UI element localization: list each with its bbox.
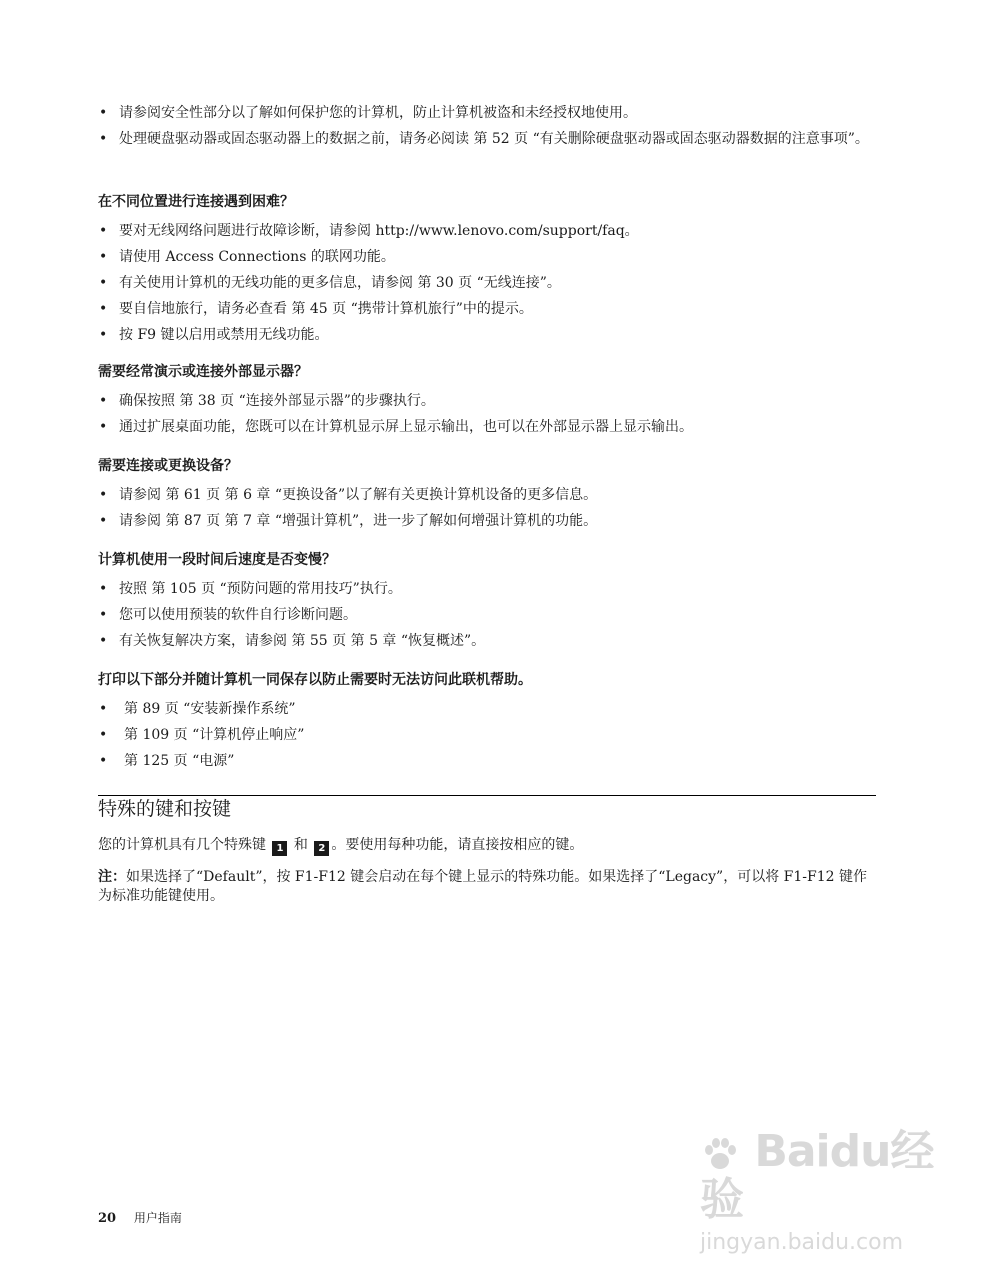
section-heading: 在不同位置进行连接遇到困难？ bbox=[98, 194, 294, 210]
section-title: 特殊的键和按键 bbox=[98, 798, 232, 820]
baidu-watermark bbox=[700, 1126, 940, 1255]
special-keys-intro: 您的计算机具有几个特殊键 1 和 2 。要使用每种功能，请直接按相应的键。 bbox=[98, 837, 584, 854]
page-footer bbox=[98, 1210, 182, 1227]
watermark-url: jingyan.baidu.com bbox=[700, 1230, 904, 1255]
list-item: • 您可以使用预装的软件自行诊断问题。 bbox=[98, 606, 876, 625]
list-item: • 有关使用计算机的无线功能的更多信息，请参阅 第 30 页 “无线连接”。 bbox=[98, 274, 876, 293]
key-callout-2: 2 bbox=[314, 841, 329, 856]
list-item: • 请使用 Access Connections 的联网功能。 bbox=[98, 248, 876, 267]
note-paragraph bbox=[98, 868, 876, 906]
list-item: • 第 109 页 “计算机停止响应” bbox=[98, 726, 876, 745]
note-text: 如果选择了“Default”，按 F1-F12 键会启动在每个键上显示的特殊功能。如果选择了“Legacy”，可以将 F1-F12 键作为标准功能键使用。 bbox=[98, 869, 867, 904]
section-heading: 打印以下部分并随计算机一同保存以防止需要时无法访问此联机帮助。 bbox=[98, 672, 532, 688]
page-number: 20 bbox=[98, 1211, 117, 1226]
note-label: 注： bbox=[98, 869, 126, 885]
watermark-logo: Baidu经验 bbox=[700, 1126, 934, 1225]
list-item: • 按照 第 105 页 “预防问题的常用技巧”执行。 bbox=[98, 580, 876, 599]
section-heading: 需要经常演示或连接外部显示器？ bbox=[98, 364, 308, 380]
list-item: • 通过扩展桌面功能，您既可以在计算机显示屏上显示输出，也可以在外部显示器上显示输出。 bbox=[98, 418, 876, 437]
list-item: • 要对无线网络问题进行故障诊断，请参阅 http://www.lenovo.com/support/faq。 bbox=[98, 222, 876, 241]
list-item: • 请参阅安全性部分以了解如何保护您的计算机，防止计算机被盗和未经授权地使用。 bbox=[98, 104, 876, 123]
section-speed bbox=[98, 551, 876, 658]
section-heading: 需要连接或更换设备？ bbox=[98, 458, 238, 474]
list-item: • 第 125 页 “电源” bbox=[98, 752, 876, 771]
list-item: • 处理硬盘驱动器或固态驱动器上的数据之前，请务必阅读 第 52 页 “有关删除硬盘驱动器或固态驱动器数据的注意事项”。 bbox=[98, 130, 876, 149]
section-connect bbox=[98, 193, 876, 352]
list-item: • 第 89 页 “安装新操作系统” bbox=[98, 700, 876, 719]
key-callout-1: 1 bbox=[272, 841, 287, 856]
list-item: • 请参阅 第 87 页 第 7 章 “增强计算机”，进一步了解如何增强计算机的功能。 bbox=[98, 512, 876, 531]
top-bullet-list bbox=[98, 104, 876, 156]
list-item: • 按 F9 键以启用或禁用无线功能。 bbox=[98, 326, 876, 345]
list-item: • 请参阅 第 61 页 第 6 章 “更换设备”以了解有关更换计算机设备的更多信息。 bbox=[98, 486, 876, 505]
list-item: • 要自信地旅行，请务必查看 第 45 页 “携带计算机旅行”中的提示。 bbox=[98, 300, 876, 319]
paw-icon bbox=[700, 1134, 740, 1174]
section-display bbox=[98, 363, 876, 444]
section-print bbox=[98, 671, 876, 778]
section-heading: 计算机使用一段时间后速度是否变慢？ bbox=[98, 552, 336, 568]
list-item: • 有关恢复解决方案，请参阅 第 55 页 第 5 章 “恢复概述”。 bbox=[98, 632, 876, 651]
book-title: 用户指南 bbox=[133, 1211, 182, 1225]
section-divider bbox=[98, 795, 876, 796]
list-item: • 确保按照 第 38 页 “连接外部显示器”的步骤执行。 bbox=[98, 392, 876, 411]
section-devices bbox=[98, 457, 876, 538]
